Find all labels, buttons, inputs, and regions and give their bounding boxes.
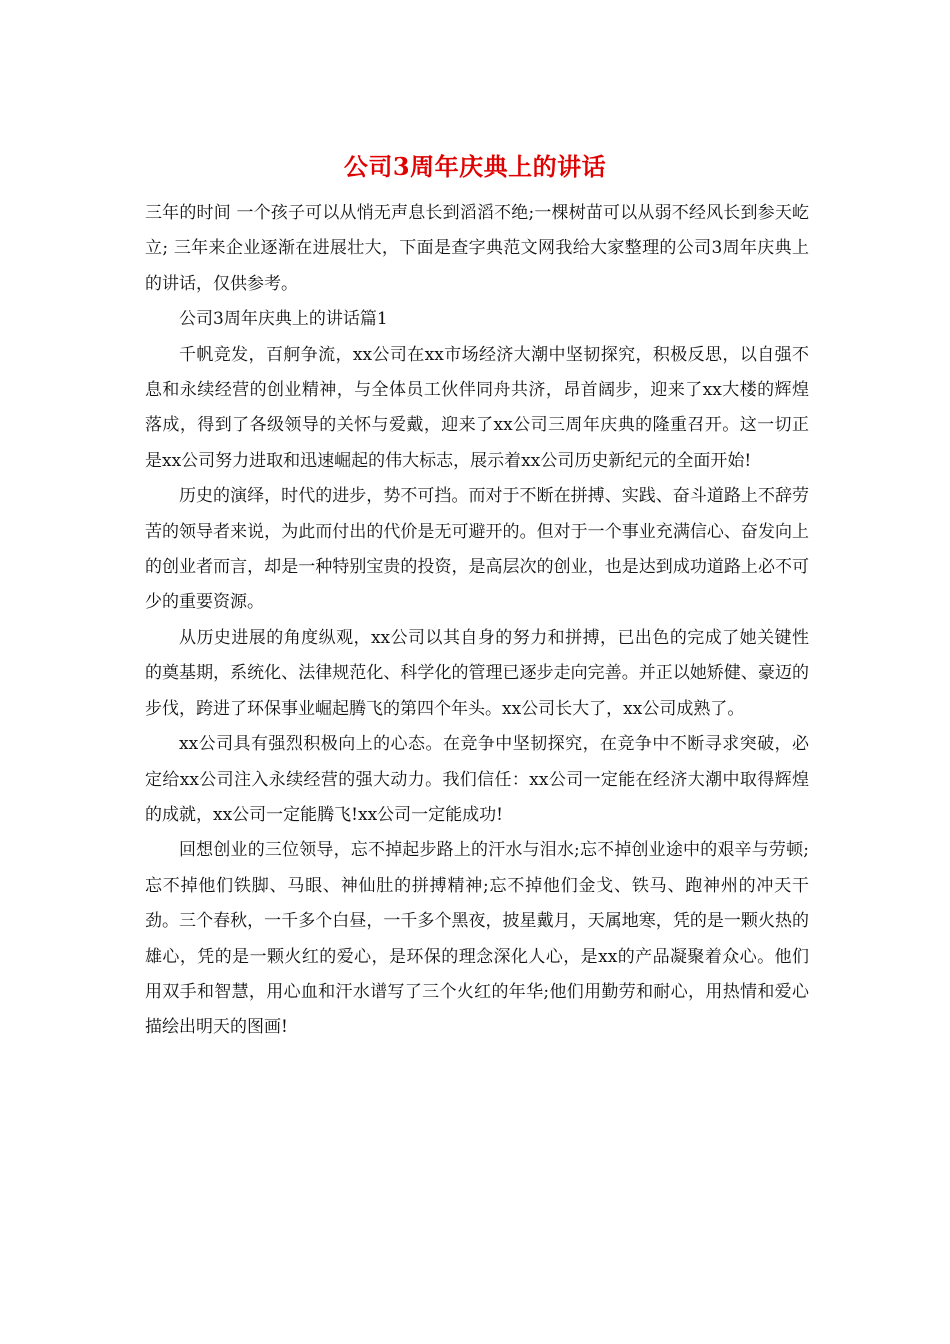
intro-paragraph: 三年的时间 一个孩子可以从悄无声息长到滔滔不绝;一棵树苗可以从弱不经风长到参天屹立; 三年来企业逐渐在进展壮大，下面是查字典范文网我给大家整理的公司3周年庆典上的讲话，仅供参考。 [145, 203, 809, 294]
body-paragraph-5: 回想创业的三位领导，忘不掉起步路上的汗水与泪水;忘不掉创业途中的艰辛与劳顿;忘不掉他们铁脚、马眼、神仙肚的拼搏精神;忘不掉他们金戈、铁马、跑神州的冲天干劲。三个春秋，一千多个白昼，一千多个黑夜，披星戴月，天属地寒，凭的是一颗火热的雄心，凭的是一颗火红的爱心，是环保的理念深化人心，是xx的产品凝聚着众心。他们用双手和智慧，用心血和汗水谱写了三个火红的年华;他们用勤劳和耐心，用热情和爱心描绘出明天的图画! [145, 840, 809, 1038]
document-body [145, 196, 809, 1046]
body-paragraph-3: 从历史进展的角度纵观，xx公司以其自身的努力和拼搏，已出色的完成了她关键性的奠基期，系统化、法律规范化、科学化的管理已逐步走向完善。并正以她矫健、豪迈的步伐，跨进了环保事业崛起腾飞的第四个年头。xx公司长大了，xx公司成熟了。 [145, 627, 809, 719]
section-heading: 公司3周年庆典上的讲话篇1 [179, 309, 388, 330]
body-paragraph-1: 千帆竞发，百舸争流，xx公司在xx市场经济大潮中坚韧探究，积极反思，以自强不息和永续经营的创业精神，与全体员工伙伴同舟共济，昂首阔步，迎来了xx大楼的辉煌落成，得到了各级领导的关怀与爱戴，迎来了xx公司三周年庆典的隆重召开。这一切正是xx公司努力进取和迅速崛起的伟大标志，展示着xx公司历史新纪元的全面开始! [145, 344, 809, 471]
document-title: 公司3周年庆典上的讲话 [343, 152, 607, 181]
body-paragraph-4: xx公司具有强烈积极向上的心态。在竞争中坚韧探究，在竞争中不断寻求突破，必定给xx公司注入永续经营的强大动力。我们信任：xx公司一定能在经济大潮中取得辉煌的成就，xx公司一定能腾飞!xx公司一定能成功! [145, 734, 809, 825]
body-paragraph-2: 历史的演绎，时代的进步，势不可挡。而对于不断在拼搏、实践、奋斗道路上不辞劳苦的领导者来说，为此而付出的代价是无可避开的。但对于一个事业充满信心、奋发向上的创业者而言，却是一种特别宝贵的投资，是高层次的创业，也是达到成功道路上必不可少的重要资源。 [145, 486, 809, 613]
